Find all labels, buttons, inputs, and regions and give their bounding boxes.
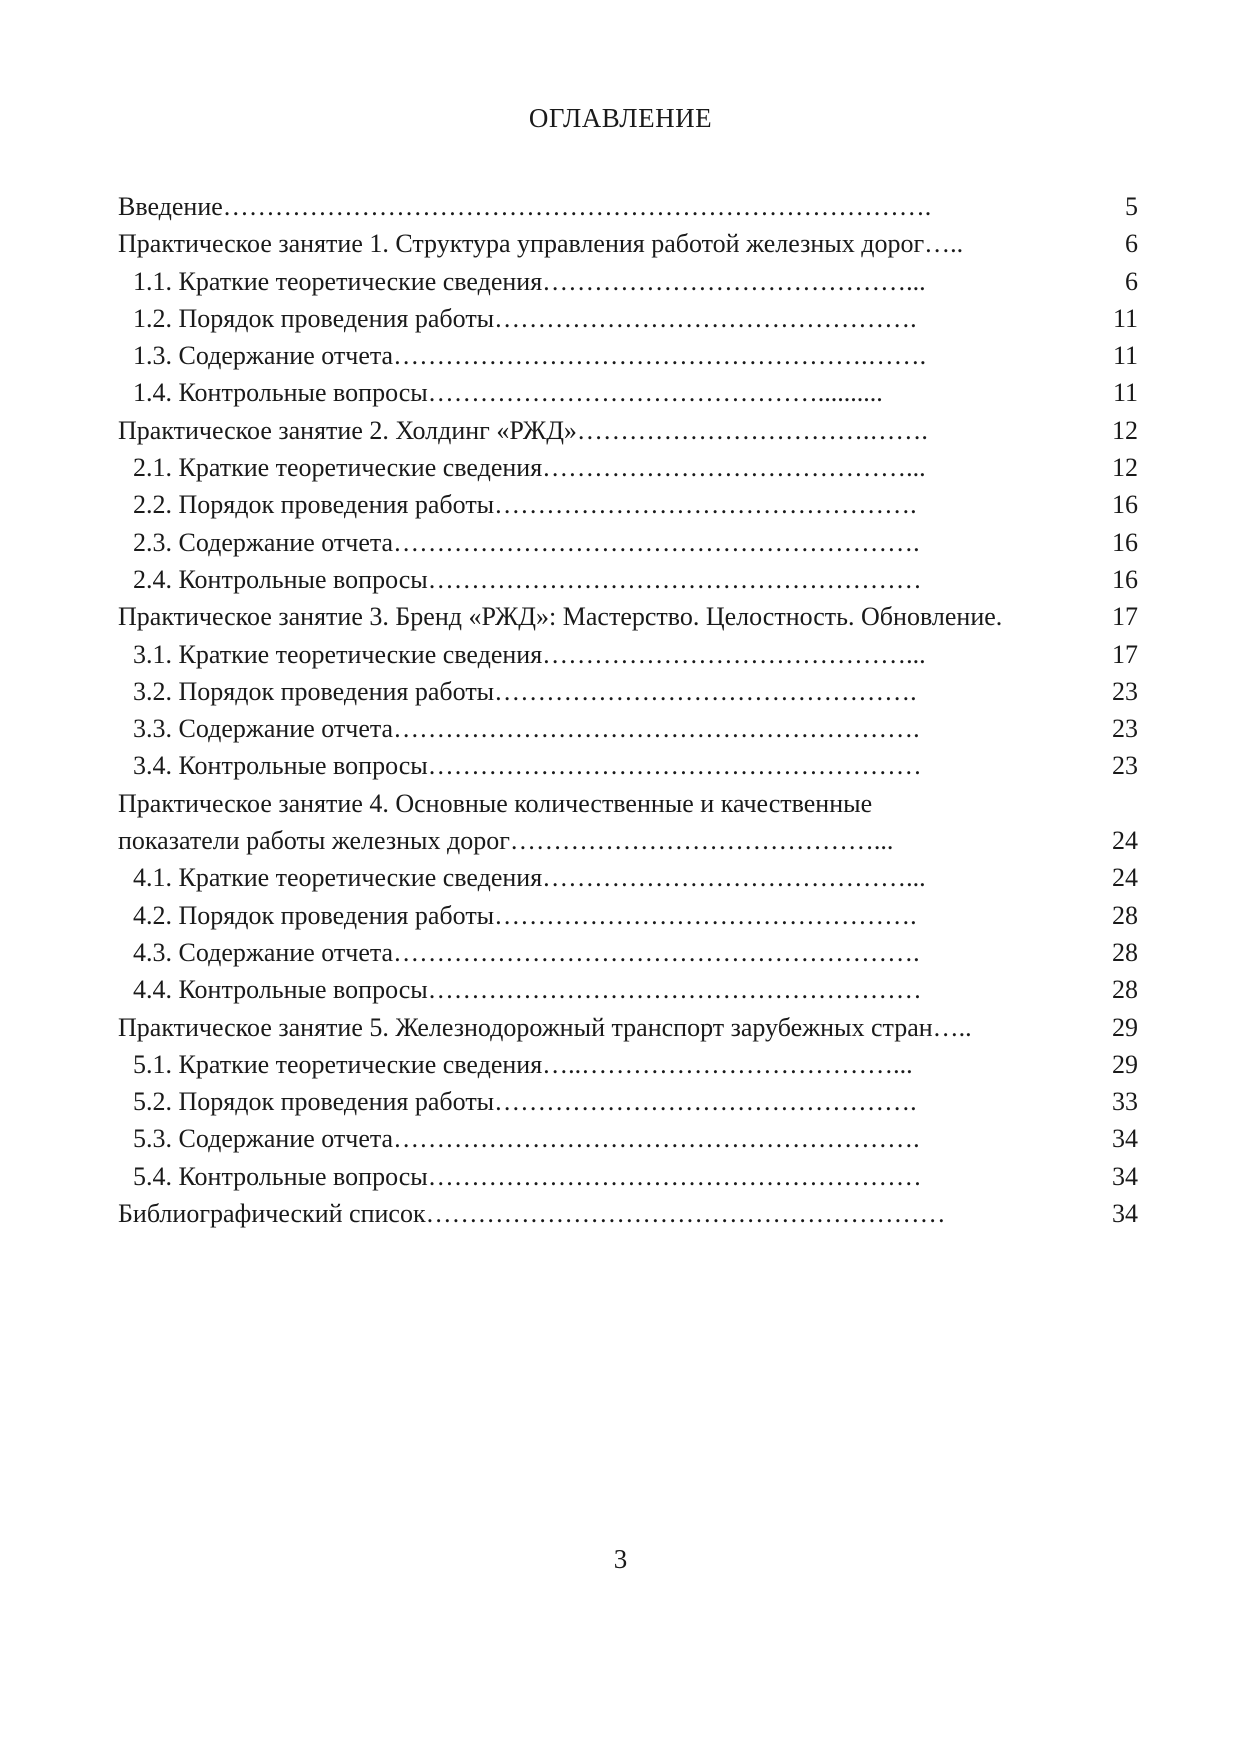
toc-entry-page: 29 bbox=[1112, 1012, 1138, 1042]
toc-section-entry[interactable] bbox=[118, 188, 1138, 225]
toc-entry-title: Практическое занятие 2. Холдинг «РЖД»…………………………….……. bbox=[118, 415, 928, 445]
toc-section-entry[interactable] bbox=[118, 1195, 1138, 1232]
toc-section-entry[interactable] bbox=[118, 822, 1138, 859]
toc-entry-page: 23 bbox=[1112, 751, 1138, 781]
toc-entry-title: 5.2. Порядок проведения работы…………………………………………. bbox=[133, 1087, 917, 1117]
toc-section-entry[interactable] bbox=[118, 1009, 1138, 1046]
toc-entry-title: Практическое занятие 4. Основные количественные и качественные bbox=[118, 788, 873, 818]
toc-subsection-entry[interactable] bbox=[118, 747, 1138, 784]
toc-entry-title: 3.3. Содержание отчета……………………………………………………. bbox=[133, 714, 920, 744]
toc-entry-title: 3.1. Краткие теоретические сведения……………………………………... bbox=[133, 639, 926, 669]
toc-entry-title: 5.1. Краткие теоретические сведения…..………………………………... bbox=[133, 1049, 913, 1079]
toc-entry-title: показатели работы железных дорог……………………………………... bbox=[118, 826, 894, 856]
toc-entry-page: 16 bbox=[1112, 564, 1138, 594]
page-number: 3 bbox=[613, 1544, 628, 1574]
toc-subsection-entry[interactable] bbox=[118, 486, 1138, 523]
toc-section-entry[interactable] bbox=[118, 412, 1138, 449]
toc-subsection-entry[interactable] bbox=[118, 1083, 1138, 1120]
toc-subsection-entry[interactable] bbox=[118, 300, 1138, 337]
toc-section-entry[interactable] bbox=[118, 225, 1138, 262]
toc-entry-page: 12 bbox=[1112, 415, 1138, 445]
toc-entry-page: 16 bbox=[1112, 490, 1138, 520]
toc-subsection-entry[interactable] bbox=[118, 710, 1138, 747]
toc-entry-page: 23 bbox=[1112, 676, 1138, 706]
toc-entry-page: 34 bbox=[1112, 1161, 1138, 1191]
toc-entry-title: 2.3. Содержание отчета……………………………………………………. bbox=[133, 527, 920, 557]
toc-entry-page: 16 bbox=[1112, 527, 1138, 557]
toc-entry-title: Введение………………………………………………………………………. bbox=[118, 192, 932, 221]
toc-subsection-entry[interactable] bbox=[118, 337, 1138, 374]
toc-section-entry[interactable] bbox=[118, 598, 1138, 635]
toc-entry-page: 28 bbox=[1112, 975, 1138, 1005]
toc-entry-page: 6 bbox=[1125, 229, 1138, 259]
toc-subsection-entry[interactable] bbox=[118, 897, 1138, 934]
toc-entry-title: 1.2. Порядок проведения работы…………………………………………. bbox=[133, 303, 917, 333]
toc-entry-page: 5 bbox=[1125, 192, 1138, 221]
toc-entry-page: 12 bbox=[1112, 453, 1138, 483]
toc-entry-page: 28 bbox=[1112, 900, 1138, 930]
toc-entry-page: 23 bbox=[1112, 714, 1138, 744]
toc-entry-page: 11 bbox=[1112, 303, 1138, 333]
toc-entry-title: 4.2. Порядок проведения работы…………………………………………. bbox=[133, 900, 917, 930]
toc-entry-title: 4.1. Краткие теоретические сведения……………………………………... bbox=[133, 863, 926, 893]
toc-subsection-entry[interactable] bbox=[118, 374, 1138, 411]
page-title: ОГЛАВЛЕНИЕ bbox=[528, 103, 713, 133]
toc-entry-page: 29 bbox=[1112, 1049, 1138, 1079]
toc-entry-page: 17 bbox=[1112, 639, 1138, 669]
toc-entry-page: 17 bbox=[1112, 602, 1138, 632]
toc-entry-page: 24 bbox=[1112, 826, 1138, 856]
toc-entry-page: 24 bbox=[1112, 863, 1138, 893]
toc-entry-title: 4.4. Контрольные вопросы………………………………………………… bbox=[133, 975, 922, 1005]
toc-subsection-entry[interactable] bbox=[118, 1120, 1138, 1157]
toc-subsection-entry[interactable] bbox=[118, 971, 1138, 1008]
toc-entry-title: 5.3. Содержание отчета……………………………………………………. bbox=[133, 1124, 920, 1154]
toc-subsection-entry[interactable] bbox=[118, 561, 1138, 598]
toc-subsection-entry[interactable] bbox=[118, 859, 1138, 896]
toc-subsection-entry[interactable] bbox=[118, 934, 1138, 971]
toc-subsection-entry[interactable] bbox=[118, 524, 1138, 561]
table-of-contents bbox=[118, 188, 1138, 1232]
toc-entry-title: 2.1. Краткие теоретические сведения……………………………………... bbox=[133, 453, 926, 483]
toc-entry-title: 1.4. Контрольные вопросы……………………………………….......... bbox=[133, 378, 883, 408]
toc-entry-title: Практическое занятие 3. Бренд «РЖД»: Мастерство. Целостность. Обновление. bbox=[118, 602, 1003, 632]
toc-entry-title: 5.4. Контрольные вопросы………………………………………………… bbox=[133, 1161, 922, 1191]
toc-entry-page: 33 bbox=[1112, 1087, 1138, 1117]
toc-entry-title: Библиографический список…………………………………………………… bbox=[118, 1199, 946, 1229]
toc-entry-page: 11 bbox=[1112, 378, 1138, 408]
toc-entry-title: 1.1. Краткие теоретические сведения……………………………………... bbox=[133, 266, 926, 296]
toc-entry-page: 34 bbox=[1112, 1124, 1138, 1154]
toc-entry-title: Практическое занятие 5. Железнодорожный транспорт зарубежных стран….. bbox=[118, 1012, 972, 1042]
toc-entry-title: 4.3. Содержание отчета……………………………………………………. bbox=[133, 937, 920, 967]
toc-subsection-entry[interactable] bbox=[118, 263, 1138, 300]
toc-section-entry[interactable] bbox=[118, 785, 1138, 822]
toc-entry-title: Практическое занятие 1. Структура управления работой железных дорог….. bbox=[118, 229, 964, 259]
toc-entry-title: 2.2. Порядок проведения работы…………………………………………. bbox=[133, 490, 917, 520]
toc-entry-title: 3.2. Порядок проведения работы…………………………………………. bbox=[133, 676, 917, 706]
toc-entry-title: 1.3. Содержание отчета……………………………………………….……. bbox=[133, 341, 927, 371]
toc-entry-page: 6 bbox=[1125, 266, 1138, 296]
toc-entry-title: 2.4. Контрольные вопросы………………………………………………… bbox=[133, 564, 922, 594]
toc-subsection-entry[interactable] bbox=[118, 636, 1138, 673]
toc-subsection-entry[interactable] bbox=[118, 1158, 1138, 1195]
toc-subsection-entry[interactable] bbox=[118, 1046, 1138, 1083]
toc-entry-page: 28 bbox=[1112, 937, 1138, 967]
toc-subsection-entry[interactable] bbox=[118, 673, 1138, 710]
toc-subsection-entry[interactable] bbox=[118, 449, 1138, 486]
toc-entry-page: 34 bbox=[1112, 1199, 1138, 1229]
toc-entry-title: 3.4. Контрольные вопросы………………………………………………… bbox=[133, 751, 922, 781]
toc-entry-page: 11 bbox=[1112, 341, 1138, 371]
